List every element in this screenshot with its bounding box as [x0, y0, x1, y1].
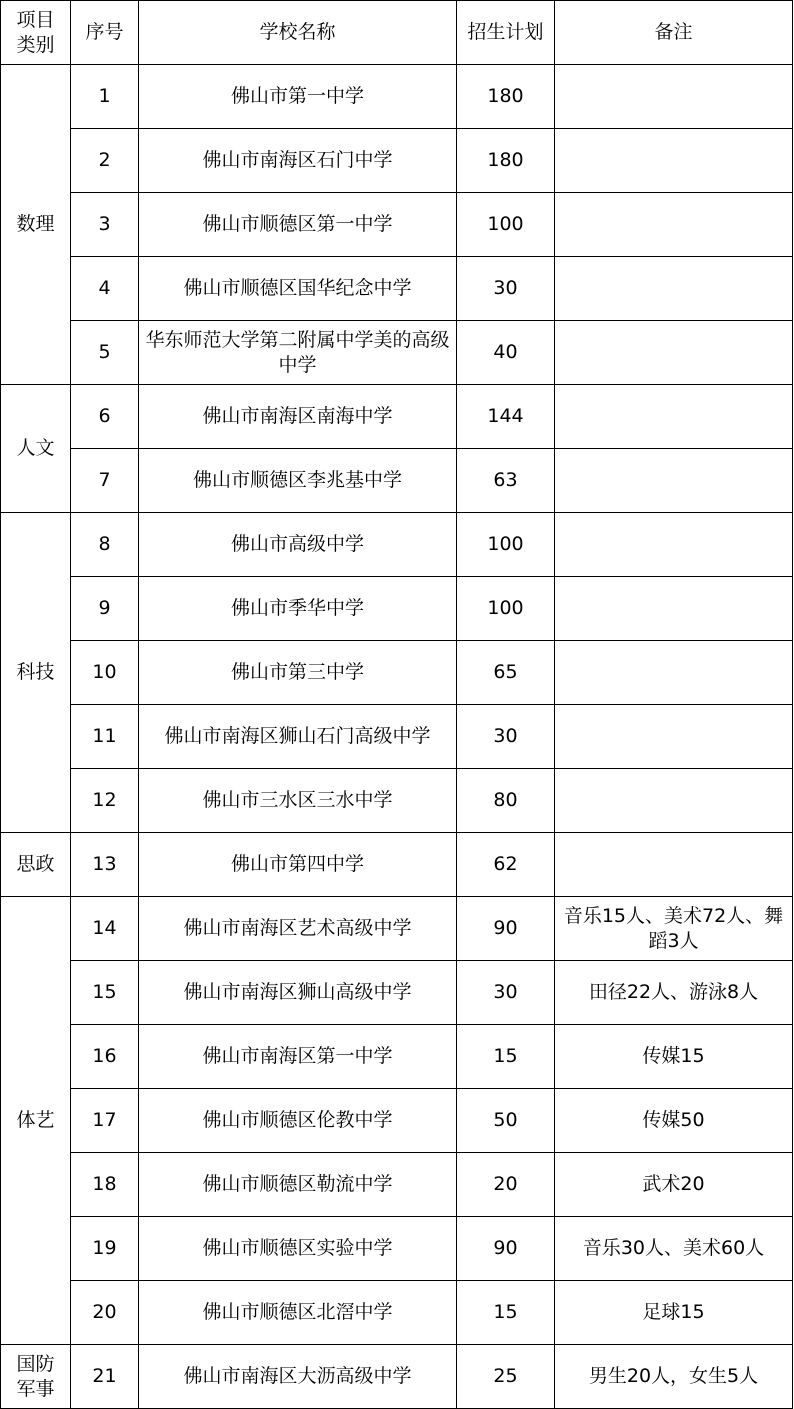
school-name-cell: 佛山市第一中学	[139, 65, 457, 129]
note-cell	[555, 385, 793, 449]
row-number-cell: 17	[71, 1089, 139, 1153]
note-cell: 田径22人、游泳8人	[555, 961, 793, 1025]
table-row	[1, 705, 793, 769]
note-cell	[555, 577, 793, 641]
enrollment-plan-cell: 63	[457, 449, 555, 513]
row-number-cell: 19	[71, 1217, 139, 1281]
note-cell	[555, 257, 793, 321]
row-number-cell: 3	[71, 193, 139, 257]
header-category: 项目类别	[1, 1, 71, 65]
note-cell	[555, 321, 793, 385]
school-name-cell: 佛山市顺德区勒流中学	[139, 1153, 457, 1217]
school-name-cell: 佛山市三水区三水中学	[139, 769, 457, 833]
row-number-cell: 14	[71, 897, 139, 961]
row-number-cell: 2	[71, 129, 139, 193]
school-name-cell: 佛山市南海区第一中学	[139, 1025, 457, 1089]
table-body	[1, 65, 793, 1409]
table-row	[1, 257, 793, 321]
note-cell	[555, 513, 793, 577]
category-cell: 科技	[1, 513, 71, 833]
table-row	[1, 897, 793, 961]
enrollment-plan-cell: 40	[457, 321, 555, 385]
table-row	[1, 961, 793, 1025]
enrollment-plan-cell: 180	[457, 65, 555, 129]
header-note: 备注	[555, 1, 793, 65]
row-number-cell: 20	[71, 1281, 139, 1345]
table-row	[1, 1025, 793, 1089]
school-name-cell: 佛山市南海区南海中学	[139, 385, 457, 449]
school-name-cell: 佛山市顺德区李兆基中学	[139, 449, 457, 513]
category-cell: 数理	[1, 65, 71, 385]
school-name-cell: 佛山市顺德区伦教中学	[139, 1089, 457, 1153]
table-row	[1, 193, 793, 257]
header-row	[1, 1, 793, 65]
note-cell	[555, 769, 793, 833]
school-name-cell: 佛山市顺德区北滘中学	[139, 1281, 457, 1345]
row-number-cell: 18	[71, 1153, 139, 1217]
header-school: 学校名称	[139, 1, 457, 65]
table-row	[1, 1089, 793, 1153]
note-cell: 音乐15人、美术72人、舞蹈3人	[555, 897, 793, 961]
header-plan: 招生计划	[457, 1, 555, 65]
enrollment-plan-cell: 65	[457, 641, 555, 705]
table-row	[1, 385, 793, 449]
enrollment-plan-cell: 20	[457, 1153, 555, 1217]
note-cell: 武术20	[555, 1153, 793, 1217]
enrollment-plan-cell: 100	[457, 513, 555, 577]
note-cell: 足球15	[555, 1281, 793, 1345]
enrollment-plan-cell: 80	[457, 769, 555, 833]
table-row	[1, 1153, 793, 1217]
enrollment-plan-cell: 30	[457, 257, 555, 321]
row-number-cell: 7	[71, 449, 139, 513]
note-cell	[555, 449, 793, 513]
enrollment-plan-cell: 30	[457, 705, 555, 769]
category-cell: 体艺	[1, 897, 71, 1345]
table-row	[1, 1345, 793, 1409]
school-name-cell: 佛山市第三中学	[139, 641, 457, 705]
enrollment-plan-cell: 100	[457, 193, 555, 257]
note-cell	[555, 193, 793, 257]
note-cell	[555, 65, 793, 129]
table-row	[1, 321, 793, 385]
table-row	[1, 577, 793, 641]
school-name-cell: 佛山市南海区狮山高级中学	[139, 961, 457, 1025]
row-number-cell: 4	[71, 257, 139, 321]
table-row	[1, 641, 793, 705]
enrollment-plan-cell: 90	[457, 1217, 555, 1281]
enrollment-plan-cell: 25	[457, 1345, 555, 1409]
school-name-cell: 佛山市顺德区实验中学	[139, 1217, 457, 1281]
note-cell: 音乐30人、美术60人	[555, 1217, 793, 1281]
school-name-cell: 佛山市顺德区第一中学	[139, 193, 457, 257]
category-cell: 人文	[1, 385, 71, 513]
header-no: 序号	[71, 1, 139, 65]
row-number-cell: 11	[71, 705, 139, 769]
school-name-cell: 佛山市南海区大沥高级中学	[139, 1345, 457, 1409]
row-number-cell: 5	[71, 321, 139, 385]
school-name-cell: 佛山市南海区狮山石门高级中学	[139, 705, 457, 769]
row-number-cell: 13	[71, 833, 139, 897]
school-name-cell: 佛山市南海区石门中学	[139, 129, 457, 193]
enrollment-plan-cell: 144	[457, 385, 555, 449]
note-cell	[555, 129, 793, 193]
note-cell: 传媒50	[555, 1089, 793, 1153]
table-row	[1, 65, 793, 129]
row-number-cell: 21	[71, 1345, 139, 1409]
note-cell	[555, 705, 793, 769]
note-cell: 男生20人，女生5人	[555, 1345, 793, 1409]
school-name-cell: 佛山市季华中学	[139, 577, 457, 641]
enrollment-plan-cell: 50	[457, 1089, 555, 1153]
row-number-cell: 16	[71, 1025, 139, 1089]
table-row	[1, 833, 793, 897]
enrollment-plan-cell: 100	[457, 577, 555, 641]
category-cell: 国防军事	[1, 1345, 71, 1409]
note-cell	[555, 833, 793, 897]
row-number-cell: 10	[71, 641, 139, 705]
table-row	[1, 513, 793, 577]
school-name-cell: 佛山市第四中学	[139, 833, 457, 897]
school-name-cell: 华东师范大学第二附属中学美的高级中学	[139, 321, 457, 385]
school-name-cell: 佛山市顺德区国华纪念中学	[139, 257, 457, 321]
table-row	[1, 1281, 793, 1345]
row-number-cell: 8	[71, 513, 139, 577]
category-cell: 思政	[1, 833, 71, 897]
school-name-cell: 佛山市高级中学	[139, 513, 457, 577]
enrollment-plan-cell: 15	[457, 1025, 555, 1089]
table-row	[1, 129, 793, 193]
table-row	[1, 449, 793, 513]
enrollment-plan-cell: 15	[457, 1281, 555, 1345]
school-name-cell: 佛山市南海区艺术高级中学	[139, 897, 457, 961]
row-number-cell: 6	[71, 385, 139, 449]
note-cell	[555, 641, 793, 705]
enrollment-plan-cell: 62	[457, 833, 555, 897]
row-number-cell: 15	[71, 961, 139, 1025]
enrollment-plan-cell: 180	[457, 129, 555, 193]
table-row	[1, 769, 793, 833]
row-number-cell: 9	[71, 577, 139, 641]
note-cell: 传媒15	[555, 1025, 793, 1089]
row-number-cell: 12	[71, 769, 139, 833]
enrollment-plan-cell: 30	[457, 961, 555, 1025]
table-row	[1, 1217, 793, 1281]
enrollment-plan-cell: 90	[457, 897, 555, 961]
row-number-cell: 1	[71, 65, 139, 129]
